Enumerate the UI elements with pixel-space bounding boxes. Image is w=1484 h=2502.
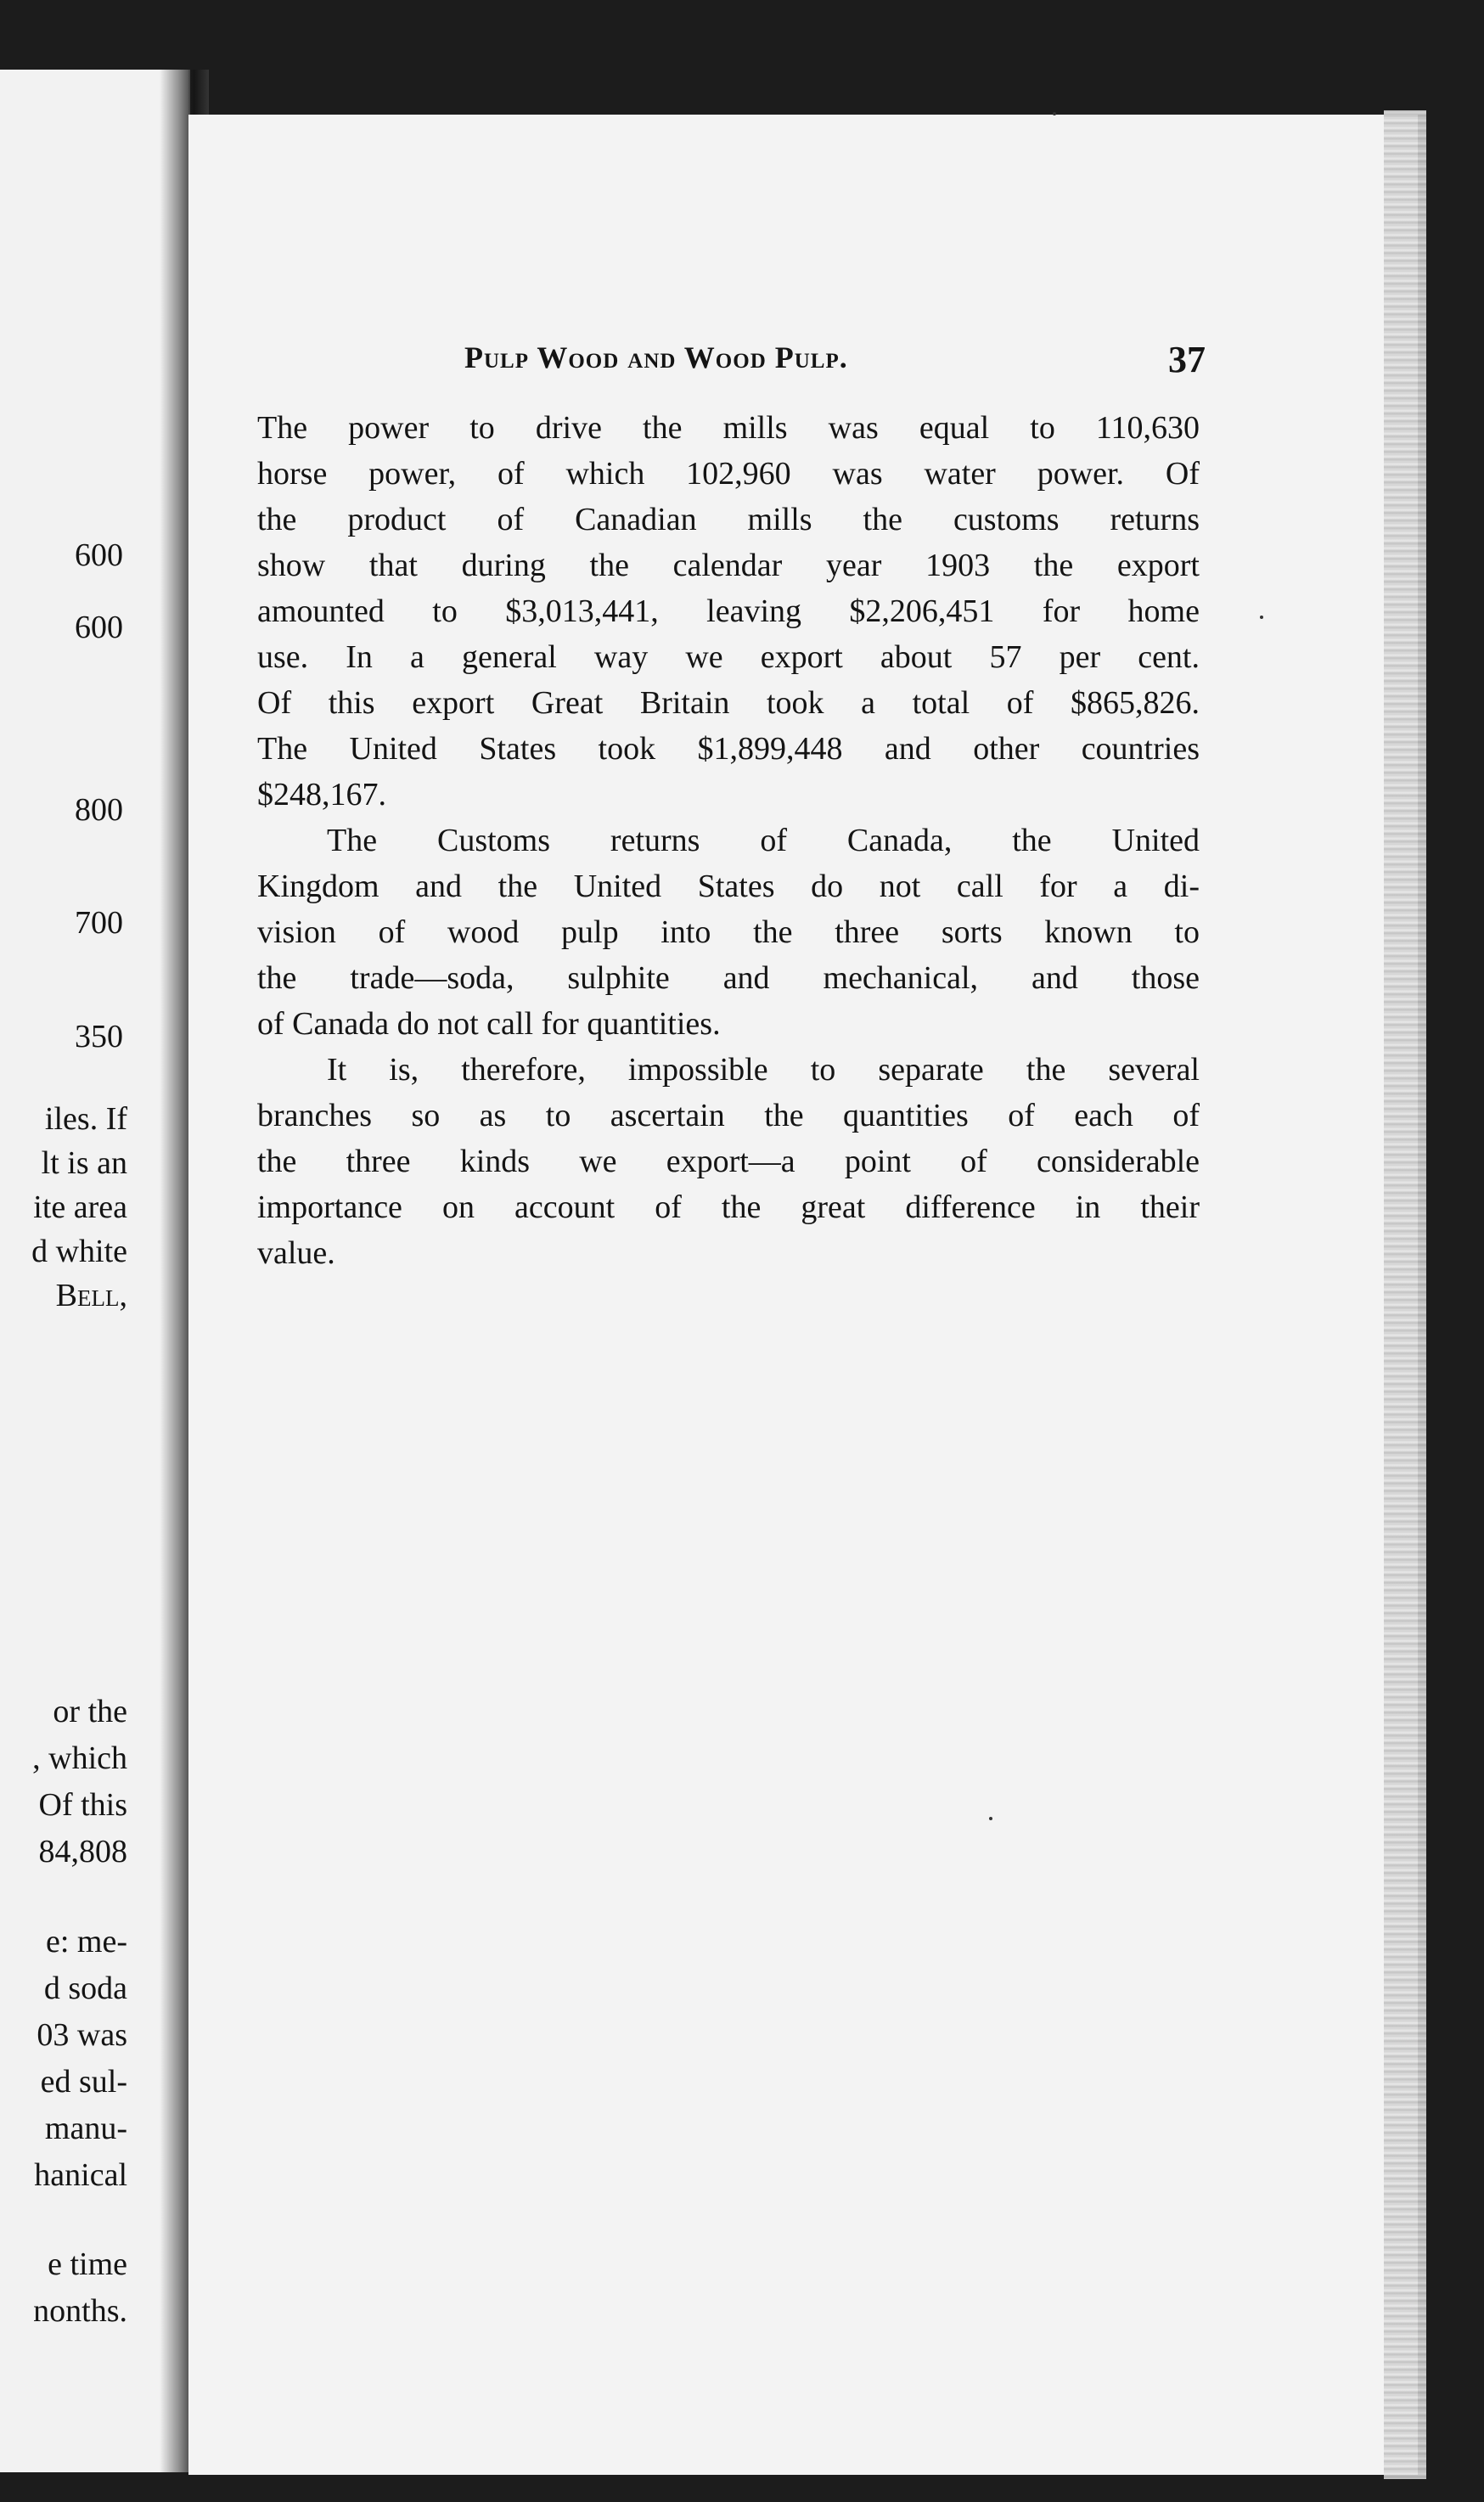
body-line: the trade—soda, sulphite and mechanical, and those — [257, 960, 1200, 996]
body-line: of Canada do not call for quantities. — [257, 1006, 721, 1042]
body-line: The power to drive the mills was equal to 110,630 — [257, 410, 1200, 446]
scan-speck — [1053, 112, 1056, 115]
left-page-fragment-line: d white — [31, 1234, 127, 1269]
left-page-fragment-line: 84,808 — [38, 1834, 127, 1869]
body-line: vision of wood pulp into the three sorts known to — [257, 914, 1200, 950]
left-page-fragment-line: iles. If — [44, 1101, 127, 1137]
body-line: show that during the calendar year 1903 the export — [257, 548, 1200, 583]
body-line: use. In a general way we export about 57 per cent. — [257, 639, 1200, 675]
running-head-title: Pulp Wood and Wood Pulp. — [464, 340, 848, 374]
left-page-fragment-line: ed sul- — [40, 2064, 127, 2100]
left-page-fragment-line: lt is an — [41, 1145, 127, 1181]
body-line: amounted to $3,013,441, leaving $2,206,451 for home — [257, 593, 1200, 629]
scan-speck — [989, 1817, 992, 1820]
left-page-number-1: 600 — [75, 537, 123, 573]
left-page-fragment-line: nonths. — [33, 2293, 127, 2329]
left-page-fragment-line: , which — [32, 1740, 127, 1776]
scan-speck — [1260, 616, 1263, 619]
left-page-fragment-line: manu- — [44, 2111, 127, 2146]
running-head — [464, 340, 848, 375]
left-page-number-2: 600 — [75, 610, 123, 645]
body-line: The United States took $1,899,448 and other countries — [257, 731, 1200, 767]
left-page-fragment-line: Bell, — [55, 1278, 127, 1313]
body-line: Kingdom and the United States do not call for a di- — [257, 869, 1200, 904]
page-number: 37 — [1168, 339, 1206, 380]
left-page-fragment-line: 03 was — [37, 2017, 127, 2053]
left-page-fragment-line: d soda — [43, 1971, 127, 2006]
body-line: $248,167. — [257, 777, 386, 812]
left-page-fragment-line: ite area — [33, 1189, 127, 1225]
left-page-fragment-line: hanical — [34, 2157, 127, 2193]
body-line: importance on account of the great difference in their — [257, 1189, 1200, 1225]
body-line: value. — [257, 1235, 335, 1271]
body-line: It is, therefore, impossible to separate the several — [327, 1052, 1200, 1088]
page-edge-shading — [1384, 110, 1426, 2479]
body-line: the three kinds we export—a point of considerable — [257, 1144, 1200, 1179]
left-page-number-5: 350 — [75, 1019, 123, 1054]
left-page-fragment-line: e: me- — [45, 1924, 127, 1959]
left-page-number-4: 700 — [75, 905, 123, 941]
body-line: the product of Canadian mills the customs returns — [257, 502, 1200, 537]
body-line: horse power, of which 102,960 was water power. Of — [257, 456, 1200, 492]
left-page-fragment-line: Of this — [38, 1787, 127, 1823]
left-page-fragment-line: or the — [53, 1694, 127, 1729]
body-line: Of this export Great Britain took a total of $865,826. — [257, 685, 1200, 721]
body-line: branches so as to ascertain the quantities of each of — [257, 1098, 1200, 1133]
left-page-fragment-line: e time — [48, 2246, 127, 2282]
left-page-number-3: 800 — [75, 792, 123, 828]
body-line: The Customs returns of Canada, the United — [327, 823, 1200, 858]
